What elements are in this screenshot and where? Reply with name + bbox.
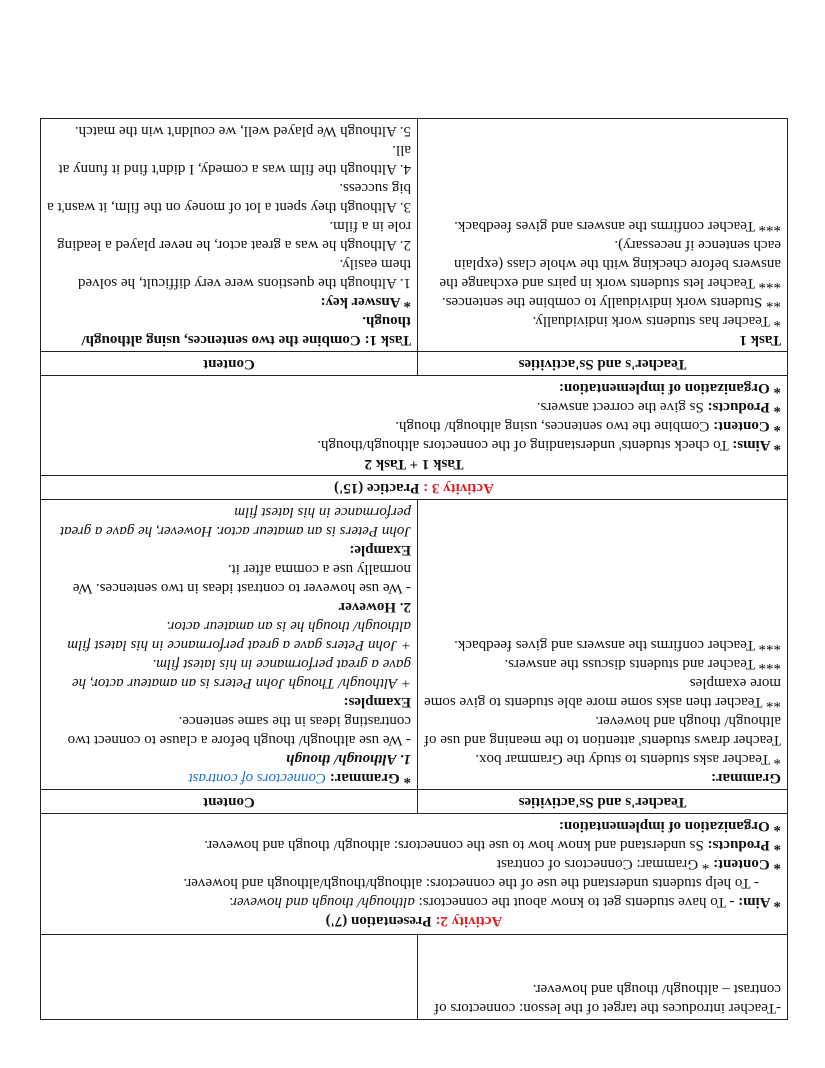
grammar-topic: Connectors of contrast [188,770,327,786]
activity3-teacher-cell [418,119,788,352]
organization-label: Organization of implementation: [558,818,770,834]
warmup-teacher-cell [418,935,788,1020]
activity2-body-row [41,500,788,790]
aims-text: To check students' understanding of the connectors although/though. [317,437,733,453]
teacher-step: ** Students work individually to combine the sentences. [441,294,781,310]
example-label: Example: [349,542,411,558]
products-label: Products: [707,837,770,853]
teacher-step: Teacher draws students' attention to the meaning and use of although/ though and however. [424,713,781,748]
use-although: - We use although/ though before a clause to connect two contrasting ideas in the same sentence. [67,713,411,748]
aim-connectors: although/ though and however. [229,894,415,910]
teacher-step: ** Teacher then asks some more able students to give some more examples [424,675,781,710]
products-text: Ss give the correct answers. [536,399,708,415]
activity2-teacher-cell [418,500,788,790]
warmup-row [41,935,788,1020]
task-label: Task 1 [739,332,781,348]
aims-label: * Aims: [732,437,781,453]
example-sentence: John Peters is an amateur actor. However, he gave a great performance in his latest film [59,504,411,539]
answer-item: 4. Although the film was a comedy, I didn't find it funny at all. [58,142,411,177]
answer-item: 2. Although he was a great actor, he never played a leading role in a film. [57,218,411,253]
activity2-header-row [41,814,788,935]
content-text: Combine the two sentences, using although/ though. [395,418,714,434]
aim-line-2: - To help students understand the use of the connectors: although/though/although and however. [183,875,759,891]
teacher-step: *** Teacher confirms the answers and gives feedback. [454,218,781,234]
example-sentence: + John Peters gave a great performance in his latest film although/ though he is an amateur actor. [67,618,411,653]
answer-key-label: * Answer key: [320,294,411,310]
lesson-plan-table [40,118,788,1020]
grammar-prefix: * Grammar: [326,770,411,786]
organization-label: * Organization of implementation: [558,380,781,396]
activity3-title-text: Practice (15') [334,480,420,496]
aim-text: - To have students get to know about the connectors: [414,894,739,910]
teacher-step: *** Teacher confirms the answers and gives feedback. [454,637,781,653]
activity2-content-cell [41,500,418,790]
products-text: Ss understand and know how to use the connectors: although/ though and however. [204,837,708,853]
heading-however: 2. However [338,599,411,615]
answer-item: 3. Although they spent a lot of money on the film, it wasn't a big success. [47,180,411,215]
activity3-tasks: Task 1 + Task 2 [364,456,464,472]
activity2-column-headers [41,790,788,814]
warmup-teacher-text: -Teacher introduces the target of the lesson: connectors of contrast – although/ though and however. [434,981,781,1016]
heading-although: 1. Although/ though [286,751,411,767]
example-sentence: + Although/ Though John Peters is an amateur actor, he gave a great performance in his latest film. [72,656,411,691]
task-instruction: Task 1: Combine the two sentences, using although/ though. [81,313,411,348]
answer-item: 5. Although We played well, we couldn't win the match. [74,123,411,139]
content-text: * Grammar: Connectors of contrast [496,856,714,872]
use-however: - We use however to contrast ideas in two sentences. We normally use a comma after it. [72,561,411,596]
column-header-content: Content [41,352,418,376]
teacher-step: * Teacher asks students to study the Grammar box. [475,751,781,767]
answer-item: 1. Although the questions were very difficult, he solved them easily. [78,256,411,291]
aim-label: * Aim: [738,894,781,910]
column-header-teacher: Teacher's and Ss'activities [418,352,788,376]
teacher-step: * Teacher has students work individually. [532,313,781,329]
products-label: * Products: [707,399,781,415]
content-label: * Content: [713,418,781,434]
activity3-header [41,376,788,476]
column-header-content: Content [41,790,418,814]
activity3-title [41,476,788,500]
teacher-step: *** Teacher lets students work in pairs and exchange the answers before checking with the whole class (explain each sentence if necessary). [439,237,781,291]
activity3-body-row [41,119,788,352]
activity3-column-headers [41,352,788,376]
activity3-content-cell [41,119,418,352]
activity2-label: Activity 2: [435,913,503,929]
grammar-label: Grammar: [711,770,781,786]
content-label: Content: [713,856,770,872]
activity3-header-row [41,376,788,476]
teacher-step: *** Teacher and students discuss the answers. [504,656,781,672]
activity2-title: Presentation (7') [325,913,432,929]
warmup-content-cell [41,935,418,1020]
activity3-label: Activity 3 : [423,480,494,496]
activity2-header: Activity 2: Presentation (7') * Aim: - To have students get to know about the connectors: although/ though and however. - To help students understand the use of the connectors: although/though/although and however. * Content: * Grammar: Connectors of contrast * Products: Ss understand and know how to use the connectors: although/ though and however. * Organization of implementation: [41,814,788,935]
activity3-title-row [41,476,788,500]
examples-label: Examples: [343,694,411,710]
column-header-teacher: Teacher's and Ss'activities [418,790,788,814]
